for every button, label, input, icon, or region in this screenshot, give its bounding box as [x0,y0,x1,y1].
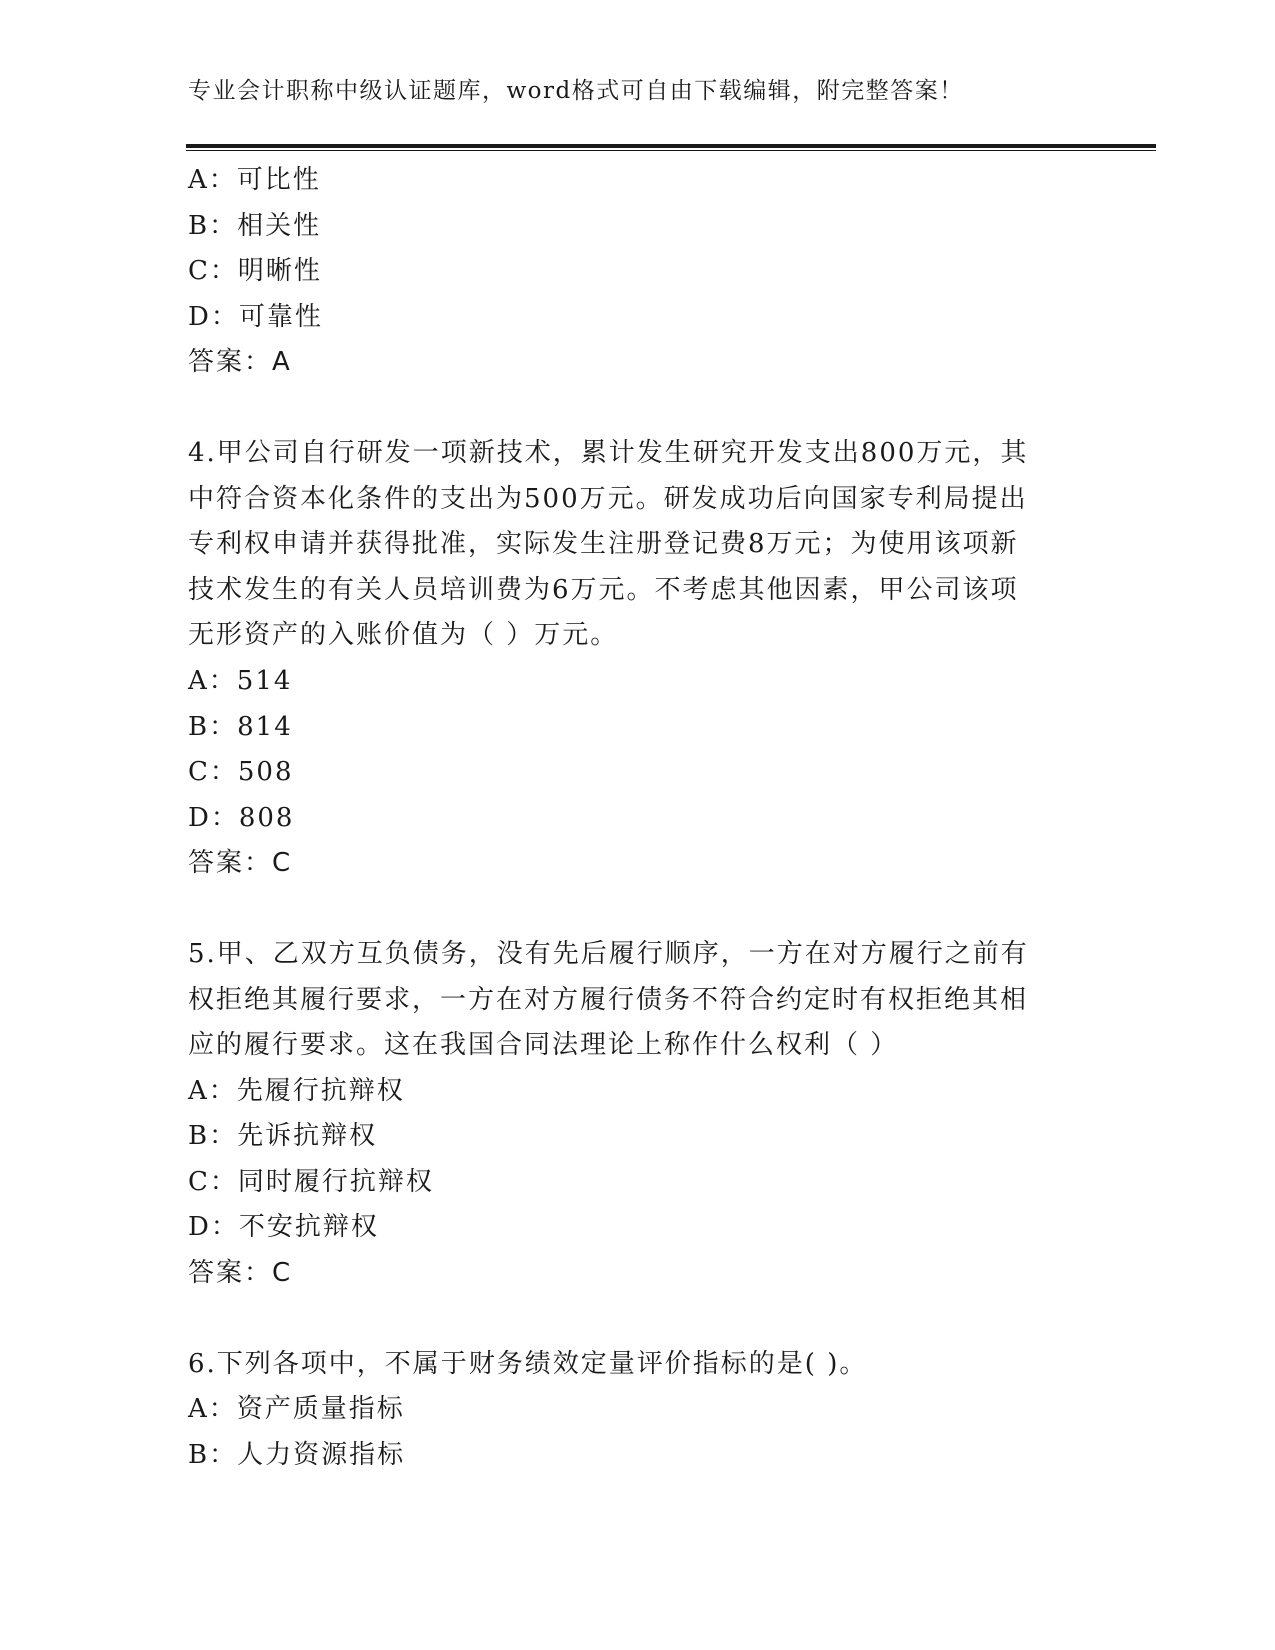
question-text-line: 无形资产的入账价值为（ ）万元。 [188,620,619,651]
option-d: D：可靠性 [188,301,323,332]
page-header: 专业会计职称中级认证题库，word格式可自由下载编辑，附完整答案！ [188,78,964,104]
question-content [188,158,1068,1478]
question-5 [188,932,1068,1297]
option-c: C：508 [188,757,294,788]
option-c: C：明晰性 [188,256,322,287]
option-a: A：先履行抗辩权 [188,1075,405,1106]
question-3 [188,158,1068,386]
question-text-line: 权拒绝其履行要求，一方在对方履行债务不符合约定时有权拒绝其相 [188,984,1029,1015]
option-a: A：资产质量指标 [188,1394,405,1425]
question-6 [188,1342,1068,1479]
question-text-line: 技术发生的有关人员培训费为6万元。不考虑其他因素，甲公司该项 [188,574,1019,605]
question-text-line: 专利权申请并获得批准，实际发生注册登记费8万元；为使用该项新 [188,529,1019,560]
option-d: D：808 [188,802,295,833]
answer: 答案：A [188,347,292,378]
question-text-line: 6.下列各项中，不属于财务绩效定量评价指标的是( )。 [188,1348,868,1379]
option-b: B：人力资源指标 [188,1439,406,1470]
header-rule-thick [186,144,1156,148]
question-text-line: 应的履行要求。这在我国合同法理论上称作什么权利（ ） [188,1030,899,1061]
option-c: C：同时履行抗辩权 [188,1166,434,1197]
header-rule-thin [186,150,1156,151]
option-b: B：814 [188,711,293,742]
question-text-line: 4.甲公司自行研发一项新技术，累计发生研究开发支出800万元，其 [188,437,1029,468]
option-b: B：先诉抗辩权 [188,1121,378,1152]
option-b: B：相关性 [188,210,322,241]
option-d: D：不安抗辩权 [188,1212,379,1243]
answer: 答案：C [188,1258,293,1289]
question-text-line: 中符合资本化条件的支出为500万元。研发成功后向国家专利局提出 [188,483,1028,514]
option-a: A：514 [188,665,293,696]
question-4 [188,431,1068,887]
option-a: A：可比性 [188,165,321,195]
answer: 答案：C [188,848,293,879]
question-text-line: 5.甲、乙双方互负债务，没有先后履行顺序，一方在对方履行之前有 [188,938,1029,969]
